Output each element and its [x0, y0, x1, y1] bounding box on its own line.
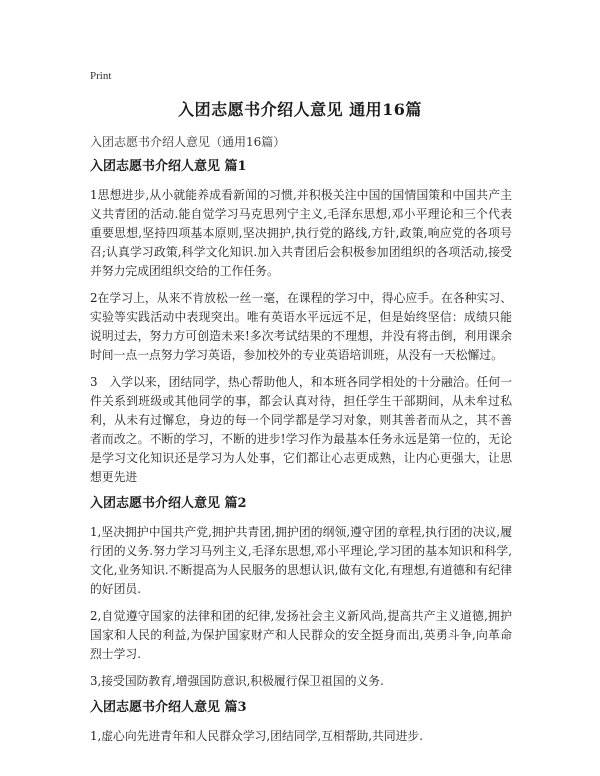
paragraph: 1,虚心向先进青年和人民群众学习,团结同学,互相帮助,共同进步.	[90, 729, 423, 743]
section-heading: 入团志愿书介绍人意见 篇2	[90, 496, 247, 511]
section-3	[90, 699, 512, 746]
document-subtitle: 入团志愿书介绍人意见（通用16篇）	[90, 135, 286, 149]
page-title: 入团志愿书介绍人意见 通用16篇	[178, 100, 422, 119]
paragraph: 3 入学以来，团结同学，热心帮助他人，和本班各同学相处的十分融洽。任何一件关系到班级或其他同学的事，都会认真对待，担任学生干部期间，从未牟过私利，从未有过懈怠，身边的每一个同学都是学习对象，则其善者而从之，其不善者而改之。不断的学习，不断的进步!学习作为最基本任务永远是第一位的，无论是学习文化知识还是学习为人处事，它们都让心志更成熟，让内心更强大，让思想更先进	[90, 375, 512, 484]
paragraph: 1,坚决拥护中国共产党,拥护共青团,拥护团的纲领,遵守团的章程,执行团的决议,履行团的义务.努力学习马列主义,毛泽东思想,邓小平理论,学习团的基本知识和科学,文化,业务知识.不断提高为人民服务的思想认识,做有文化,有理想,有道德和有纪律的好团员.	[90, 525, 512, 596]
print-label[interactable]: Print	[90, 70, 112, 82]
section-1	[90, 158, 512, 487]
section-heading: 入团志愿书介绍人意见 篇1	[90, 159, 247, 174]
section-heading: 入团志愿书介绍人意见 篇3	[90, 700, 247, 715]
paragraph: 1思想进步,从小就能养成看新闻的习惯,并积极关注中国的国情国策和中国共产主义共青团的活动.能自觉学习马克思列宁主义,毛泽东思想,邓小平理论和三个代表重要思想,坚持四项基本原则,坚决拥护,执行党的路线,方针,政策,响应党的各项号召;认真学习政策,科学文化知识.加入共青团后会积极参加团组织的各项活动,接受并努力完成团组织交给的工作任务。	[90, 188, 512, 278]
document-body	[90, 158, 512, 754]
paragraph: 2,自觉遵守国家的法律和团的纪律,发扬社会主义新风尚,提高共产主义道德,拥护国家和人民的利益,为保护国家财产和人民群众的安全挺身而出,英勇斗争,向革命烈士学习.	[90, 609, 512, 661]
section-2	[90, 495, 512, 691]
paragraph: 2在学习上，从来不肯放松一丝一毫，在课程的学习中，得心应手。在各种实习、实验等实践活动中表现突出。唯有英语水平远远不足，但是始终坚信：成绩只能说明过去，努力方可创造未来!多次考试结果的不理想，并没有将击倒，利用课余时间一点一点努力学习英语，参加校外的专业英语培训班，从没有一天松懈过。	[90, 291, 512, 362]
paragraph: 3,接受国防教育,增强国防意识,积极履行保卫祖国的义务.	[90, 674, 384, 688]
